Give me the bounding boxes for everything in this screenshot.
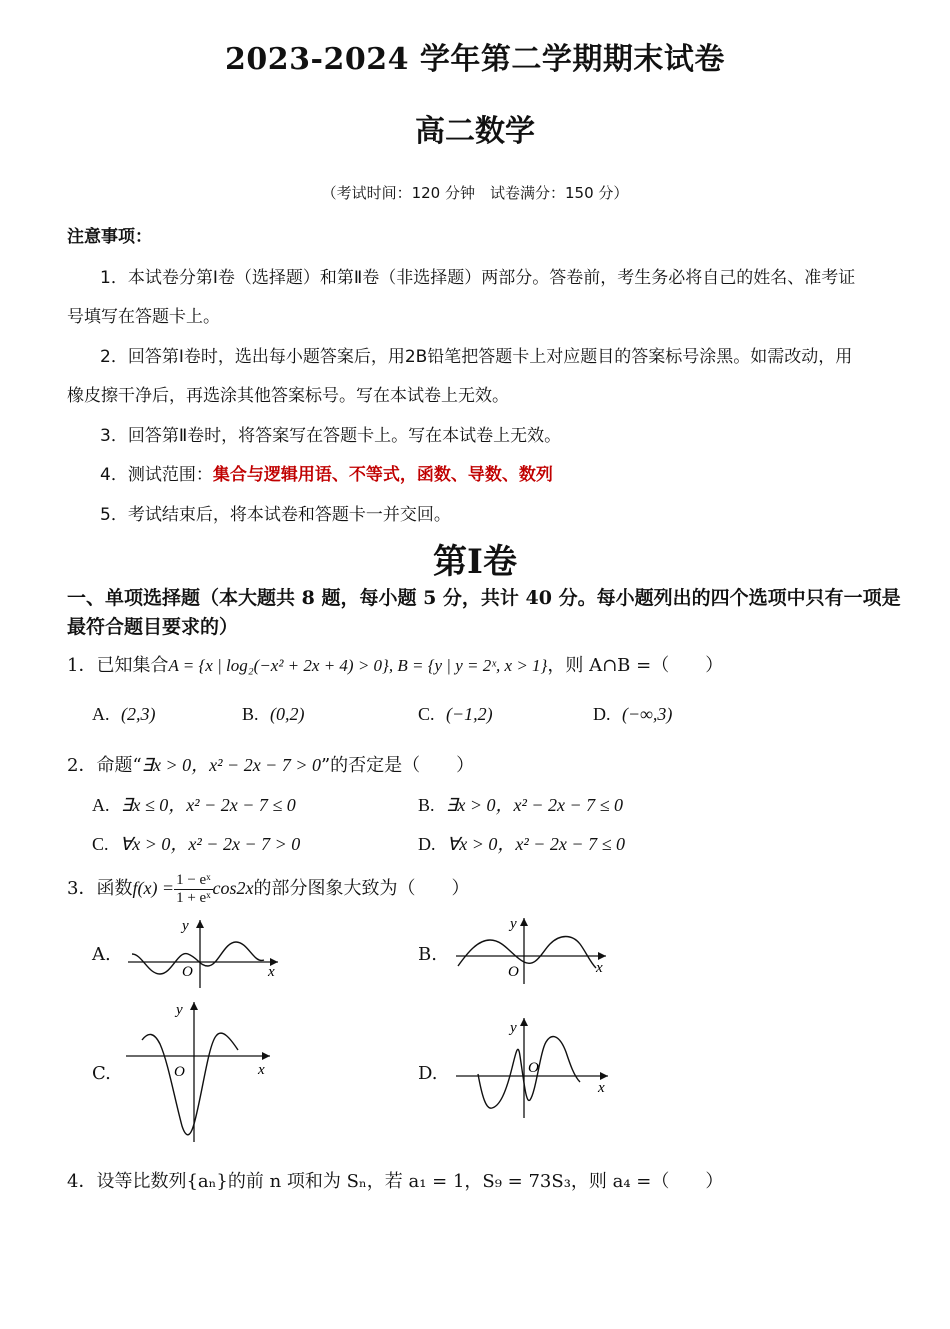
q1-prefix: 1．已知集合 (67, 655, 169, 676)
y-label: y (176, 1002, 183, 1018)
q2-option-d-text: ∀x > 0，x² − 2x − 7 ≤ 0 (446, 834, 625, 854)
q2-option-d[interactable] (418, 830, 625, 856)
q1-option-d[interactable] (593, 704, 672, 725)
notice-item-4-prefix: 4．测试范围： (100, 465, 213, 485)
q1-option-c-text: (−1,2) (445, 704, 493, 724)
q2-option-b[interactable] (418, 791, 623, 817)
q1-option-b-text: (0,2) (269, 704, 305, 724)
q2-proposition: ∃x > 0，x² − 2x − 7 > 0 (141, 755, 321, 775)
x-axis-arrow-icon (600, 1072, 608, 1080)
x-axis-arrow-icon (598, 952, 606, 960)
q1-option-d-label: D. (593, 704, 611, 724)
origin-label: O (182, 964, 193, 980)
x-label: x (258, 1062, 265, 1078)
x-label: x (596, 960, 603, 976)
q3-func-name: f(x) = (132, 878, 175, 898)
test-scope: 集合与逻辑用语、不等式，函数、导数、数列 (212, 465, 553, 485)
question-1-stem (67, 651, 723, 677)
curve (458, 937, 596, 969)
volume-heading: 第Ⅰ卷 (433, 542, 517, 582)
q3-frac-den: 1 + eˣ (176, 889, 211, 906)
notice-item-1-cont: 号填写在答题卡上。 (67, 307, 220, 327)
origin-label: O (508, 964, 519, 980)
q3-prefix: 3．函数 (67, 878, 133, 899)
q3-frac-num: 1 − eˣ (176, 871, 211, 888)
q1-option-c[interactable] (418, 704, 493, 725)
q2-option-a[interactable] (92, 791, 296, 817)
exam-title: 2023-2024 学年第二学期期末试卷 (225, 42, 725, 77)
curve (142, 1033, 238, 1135)
question-3-stem (67, 866, 470, 910)
q1-option-c-label: C. (418, 704, 435, 724)
y-label: y (510, 1020, 517, 1036)
q1-option-d-text: (−∞,3) (621, 704, 673, 724)
q2-option-b-label: B. (418, 795, 435, 815)
q2-option-b-text: ∃x > 0，x² − 2x − 7 ≤ 0 (445, 795, 624, 815)
q2-option-c[interactable] (92, 830, 300, 856)
curve (132, 942, 264, 974)
origin-label: O (528, 1060, 539, 1076)
y-label: y (182, 918, 189, 934)
q2-prefix: 2．命题“ (67, 755, 142, 776)
x-label: x (268, 964, 275, 980)
origin-label: O (174, 1064, 185, 1080)
q2-option-c-text: ∀x > 0，x² − 2x − 7 > 0 (119, 834, 301, 854)
notice-item-3: 3．回答第Ⅱ卷时，将答案写在答题卡上。写在本试卷上无效。 (100, 426, 562, 446)
x-label: x (598, 1080, 605, 1096)
q1-option-a-text: (2,3) (120, 704, 156, 724)
notice-item-2: 2．回答第Ⅰ卷时，选出每小题答案后，用2B铅笔把答题卡上对应题目的答案标号涂黑。如需改动，用 (100, 347, 853, 367)
notice-item-4 (100, 460, 553, 485)
q1-option-a-label: A. (92, 704, 110, 724)
q3-option-d-graph[interactable] (450, 1012, 620, 1122)
question-4-stem: 4．设等比数列{aₙ}的前 n 项和为 Sₙ，若 a₁ = 1，S₉ = 73S₃，则 a₄ =（ ） (67, 1171, 724, 1192)
section-heading: 一、单项选择题（本大题共 8 题，每小题 5 分，共计 40 分。每小题列出的四个选项中只有一项是最符合题目要求的） (67, 587, 901, 638)
q1-sets: A = {x | log₂(−x² + 2x + 4) > 0}, B = {y | y = 2ˣ, x > 1} (168, 656, 548, 675)
q1-suffix: ，则 A∩B =（ ） (547, 655, 724, 676)
q2-option-c-label: C. (92, 834, 109, 854)
x-axis-arrow-icon (262, 1052, 270, 1060)
q1-option-b[interactable] (242, 704, 304, 725)
notice-item-1: 1．本试卷分第Ⅰ卷（选择题）和第Ⅱ卷（非选择题）两部分。答卷前，考生务必将自己的姓名、准考证 (100, 268, 856, 288)
q3-fraction (174, 872, 212, 907)
q1-option-a[interactable] (92, 704, 155, 725)
q3-option-d-label[interactable]: D. (418, 1063, 438, 1084)
q2-option-a-label: A. (92, 795, 110, 815)
y-axis-arrow-icon (520, 918, 528, 926)
q3-option-a-graph[interactable] (120, 912, 290, 992)
y-axis-arrow-icon (196, 920, 204, 928)
q2-option-d-label: D. (418, 834, 436, 854)
q3-option-b-graph[interactable] (450, 912, 620, 992)
q3-suffix: 的部分图象大致为（ ） (253, 878, 470, 899)
q3-option-a-label[interactable]: A. (92, 944, 111, 965)
notice-item-5: 5．考试结束后，将本试卷和答题卡一并交回。 (100, 505, 451, 525)
q2-suffix: ”的否定是（ ） (320, 755, 475, 776)
subject-title: 高二数学 (415, 114, 535, 149)
q2-option-a-text: ∃x ≤ 0，x² − 2x − 7 ≤ 0 (120, 795, 296, 815)
q3-option-c-graph[interactable] (120, 996, 280, 1146)
notice-heading: 注意事项： (67, 227, 152, 247)
question-2-stem (67, 751, 474, 777)
exam-info: （考试时间：120 分钟 试卷满分：150 分） (321, 184, 629, 202)
q3-func-tail: cos2x (212, 878, 254, 898)
q3-option-b-label[interactable]: B. (418, 944, 437, 965)
q3-option-c-label[interactable]: C. (92, 1063, 111, 1084)
notice-item-2-cont: 橡皮擦干净后，再选涂其他答案标号。写在本试卷上无效。 (67, 386, 509, 406)
y-axis-arrow-icon (520, 1018, 528, 1026)
y-axis-arrow-icon (190, 1002, 198, 1010)
q1-option-b-label: B. (242, 704, 259, 724)
y-label: y (510, 916, 517, 932)
